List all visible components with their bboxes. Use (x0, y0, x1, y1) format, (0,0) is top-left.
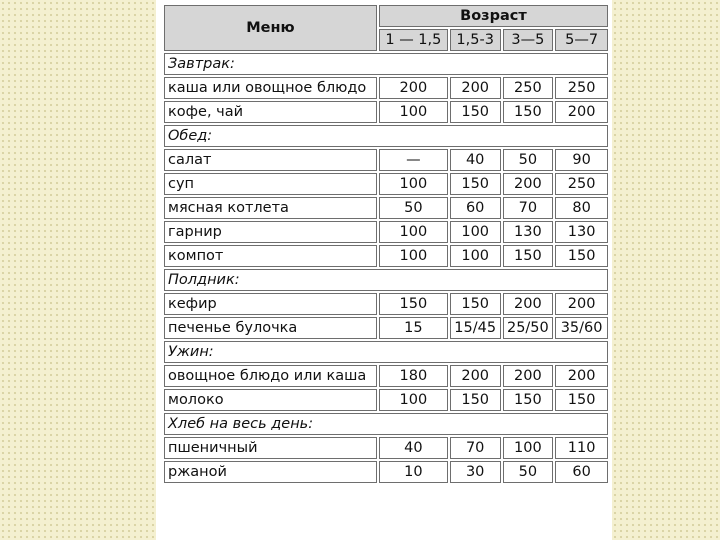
table-row (164, 221, 608, 243)
portion-value: 200 (450, 365, 501, 387)
age-group-3: 3—5 (503, 29, 554, 51)
item-name: молоко (164, 389, 377, 411)
table-row (164, 437, 608, 459)
portion-value: 200 (503, 293, 554, 315)
portion-value: 100 (379, 245, 448, 267)
portion-value: 80 (555, 197, 608, 219)
table-row (164, 149, 608, 171)
item-name: ржаной (164, 461, 377, 483)
portion-value: 150 (555, 389, 608, 411)
portion-value: 150 (450, 293, 501, 315)
table-row (164, 77, 608, 99)
portion-value: 150 (503, 101, 554, 123)
menu-table-body (164, 5, 608, 483)
portion-value: 100 (450, 245, 501, 267)
portion-value: 100 (503, 437, 554, 459)
item-name: каша или овощное блюдо (164, 77, 377, 99)
item-name: мясная котлета (164, 197, 377, 219)
portion-value: 70 (450, 437, 501, 459)
portion-value: 150 (503, 245, 554, 267)
item-name: компот (164, 245, 377, 267)
portion-value: 60 (555, 461, 608, 483)
table-row (164, 101, 608, 123)
portion-value: 10 (379, 461, 448, 483)
portion-value: 100 (379, 389, 448, 411)
section-row (164, 341, 608, 363)
table-row (164, 365, 608, 387)
portion-value: 130 (555, 221, 608, 243)
portion-value: 60 (450, 197, 501, 219)
item-name: суп (164, 173, 377, 195)
menu-header: Меню (164, 5, 377, 51)
header-row (164, 5, 608, 27)
table-row (164, 293, 608, 315)
table-row (164, 197, 608, 219)
portion-value: 70 (503, 197, 554, 219)
portion-value: 150 (379, 293, 448, 315)
table-row (164, 389, 608, 411)
item-name: кефир (164, 293, 377, 315)
portion-value: 180 (379, 365, 448, 387)
section-title: Полдник: (164, 269, 608, 291)
portion-value: 150 (555, 245, 608, 267)
age-header: Возраст (379, 5, 608, 27)
section-row (164, 413, 608, 435)
item-name: овощное блюдо или каша (164, 365, 377, 387)
portion-value: 200 (503, 173, 554, 195)
portion-value: 110 (555, 437, 608, 459)
portion-value: 50 (503, 461, 554, 483)
portion-value: 50 (503, 149, 554, 171)
portion-value: 150 (450, 101, 501, 123)
portion-value: 30 (450, 461, 501, 483)
section-title: Ужин: (164, 341, 608, 363)
item-name: гарнир (164, 221, 377, 243)
item-name: пшеничный (164, 437, 377, 459)
portion-value: 200 (555, 101, 608, 123)
portion-value: 200 (555, 365, 608, 387)
portion-value: 50 (379, 197, 448, 219)
portion-value: 150 (503, 389, 554, 411)
section-title: Хлеб на весь день: (164, 413, 608, 435)
item-name: кофе, чай (164, 101, 377, 123)
section-row (164, 269, 608, 291)
portion-value: 90 (555, 149, 608, 171)
portion-value: 40 (450, 149, 501, 171)
section-title: Обед: (164, 125, 608, 147)
item-name: печенье булочка (164, 317, 377, 339)
age-group-4: 5—7 (555, 29, 608, 51)
portion-value: 200 (503, 365, 554, 387)
portion-value: 150 (450, 389, 501, 411)
portion-value: 250 (555, 173, 608, 195)
table-row (164, 461, 608, 483)
age-group-1: 1 — 1,5 (379, 29, 448, 51)
section-row (164, 53, 608, 75)
portion-value: 100 (379, 101, 448, 123)
age-group-2: 1,5-3 (450, 29, 501, 51)
portion-value: 150 (450, 173, 501, 195)
portion-value: 100 (379, 221, 448, 243)
portion-value: 200 (379, 77, 448, 99)
portion-value: 40 (379, 437, 448, 459)
table-row (164, 317, 608, 339)
portion-value: 250 (555, 77, 608, 99)
table-row (164, 245, 608, 267)
portion-value: 200 (555, 293, 608, 315)
portion-value: 15/45 (450, 317, 501, 339)
table-row (164, 173, 608, 195)
portion-value: 200 (450, 77, 501, 99)
portion-value: 130 (503, 221, 554, 243)
portion-value: 250 (503, 77, 554, 99)
section-title: Завтрак: (164, 53, 608, 75)
portion-value: 35/60 (555, 317, 608, 339)
portion-value: 25/50 (503, 317, 554, 339)
portion-value: 100 (450, 221, 501, 243)
menu-table (162, 3, 610, 485)
item-name: салат (164, 149, 377, 171)
portion-value: — (379, 149, 448, 171)
portion-value: 15 (379, 317, 448, 339)
portion-value: 100 (379, 173, 448, 195)
section-row (164, 125, 608, 147)
